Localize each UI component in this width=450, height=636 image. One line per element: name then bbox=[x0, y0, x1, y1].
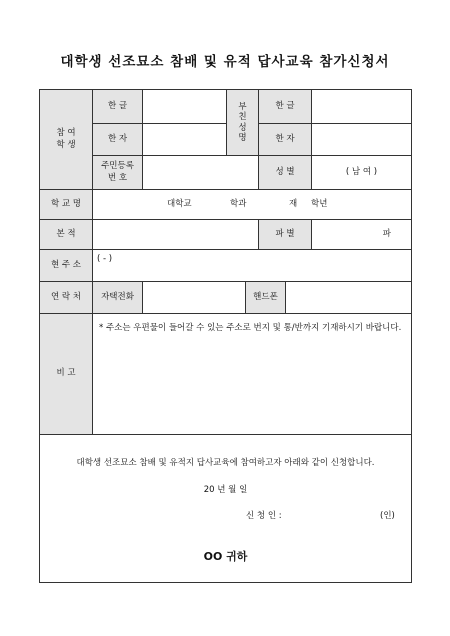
gender-label: 성 별 bbox=[259, 156, 312, 190]
resident-number-field[interactable] bbox=[143, 156, 259, 190]
remarks-note: * 주소는 우편물이 들어갈 수 있는 주소로 번지 및 통/반까지 기재하시기 바랍니다. bbox=[99, 323, 402, 333]
applicant-hangul-label: 한 글 bbox=[93, 90, 143, 124]
branch-label: 파 별 bbox=[259, 220, 312, 250]
declaration-statement: 대학생 선조묘소 참배 및 유적지 답사교육에 참여하고자 아래와 같이 신청합니다. bbox=[76, 458, 375, 468]
year-prefix-text: 재 bbox=[289, 198, 298, 209]
contact-label: 연 락 처 bbox=[40, 282, 93, 314]
mobile-label: 핸드폰 bbox=[246, 282, 286, 314]
resident-number-label: 주민등록 번 호 bbox=[93, 156, 143, 190]
origin-label: 본 적 bbox=[40, 220, 93, 250]
branch-field[interactable] bbox=[312, 220, 411, 250]
gender-options[interactable]: ( 남 여 ) bbox=[312, 156, 411, 190]
seal-mark: (인) bbox=[380, 511, 395, 521]
addressee: OO 귀하 bbox=[203, 550, 248, 563]
year-suffix-text: 학년 bbox=[311, 198, 328, 209]
address-label: 현 주 소 bbox=[40, 250, 93, 282]
applicant-signature-label: 신 청 인 : bbox=[246, 511, 282, 521]
home-phone-field[interactable] bbox=[143, 282, 246, 314]
remarks-label: 비 고 bbox=[40, 314, 93, 435]
declaration-date: 20 년 월 일 bbox=[203, 485, 248, 495]
branch-suffix: 파 bbox=[382, 228, 391, 239]
father-hangul-field[interactable] bbox=[312, 90, 411, 124]
applicant-section-label: 참 여 학 생 bbox=[40, 90, 93, 190]
origin-field[interactable] bbox=[93, 220, 259, 250]
father-name-label: 부 친 성 명 bbox=[227, 90, 259, 156]
mobile-field[interactable] bbox=[286, 282, 411, 314]
application-form bbox=[39, 89, 412, 583]
applicant-hangul-field[interactable] bbox=[143, 90, 227, 124]
school-label: 학 교 명 bbox=[40, 190, 93, 220]
remarks-field[interactable] bbox=[93, 314, 411, 435]
home-phone-label: 자택전화 bbox=[93, 282, 143, 314]
father-hangul-label: 한 글 bbox=[259, 90, 312, 124]
university-text: 대학교 bbox=[167, 198, 192, 209]
applicant-hanja-label: 한 자 bbox=[93, 124, 143, 156]
father-hanja-label: 한 자 bbox=[259, 124, 312, 156]
father-hanja-field[interactable] bbox=[312, 124, 411, 156]
applicant-hanja-field[interactable] bbox=[143, 124, 227, 156]
postal-code-format: ( - ) bbox=[97, 254, 113, 264]
document-title: 대학생 선조묘소 참배 및 유적 답사교육 참가신청서 bbox=[60, 54, 390, 70]
department-text: 학과 bbox=[230, 198, 247, 209]
address-field[interactable] bbox=[93, 250, 411, 282]
school-field[interactable] bbox=[93, 190, 411, 220]
